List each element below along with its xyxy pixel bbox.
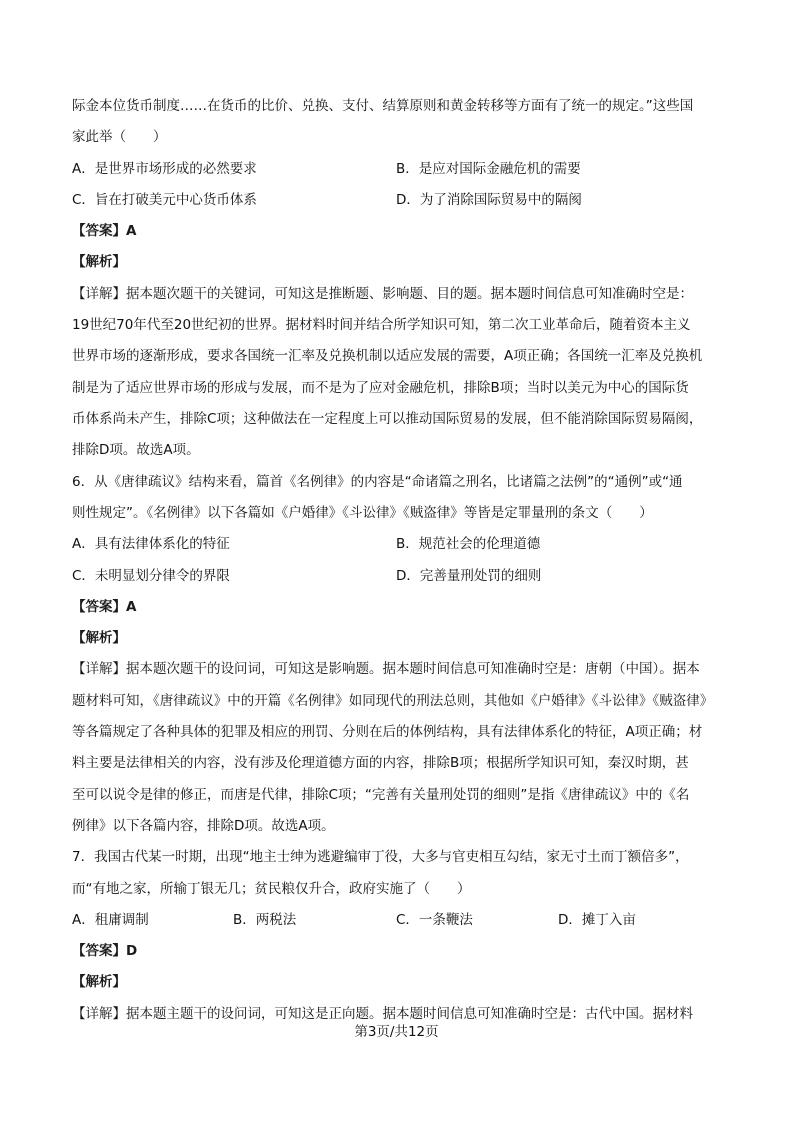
q5-option-d: D．为了消除国际贸易中的隔阂	[396, 192, 582, 208]
q6-detail-line: 料主要是法律相关的内容，没有涉及伦理道德方面的内容，排除B项；根据所学知识可知，秦汉时期，甚	[72, 755, 689, 771]
q6-detail-line: 【详解】据本题次题干的设问词，可知这是影响题。据本题时间信息可知准确时空是：唐朝（中国）。据本	[72, 661, 700, 677]
q6-answer: 【答案】A	[72, 599, 137, 615]
q5-option-b: B．是应对国际金融危机的需要	[396, 161, 581, 177]
q5-detail-line: 制是为了适应世界市场的形成与发展，而不是为了应对金融危机，排除B项；当时以美元为中心的国际货	[72, 380, 689, 396]
q6-detail-line: 至可以说令是律的修正，而唐是代律，排除C项；“完善有关量刑处罚的细则”是指《唐律疏议》中的《名	[72, 787, 690, 803]
q5-stem-line: 家此举（ ）	[72, 129, 167, 145]
q6-option-b: B．规范社会的伦理道德	[396, 536, 541, 552]
q7-answer: 【答案】D	[72, 943, 138, 959]
q5-option-c: C．旨在打破美元中心货币体系	[72, 192, 257, 208]
q7-stem-line: 而“有地之家，所输丁银无几；贫民粮仅升合，政府实施了（ ）	[72, 881, 471, 897]
q7-analysis-label: 【解析】	[72, 974, 126, 990]
q5-detail-line: 19世纪70年代至20世纪初的世界。据材料时间并结合所学知识可知，第二次工业革命后，随着资本主义	[72, 317, 691, 333]
page-number-footer: 第3页/共12页	[354, 1024, 439, 1040]
q6-stem-line: 6．从《唐律疏议》结构来看，篇首《名例律》的内容是“命诸篇之刑名，比诸篇之法例”的“通例”或“通	[72, 474, 683, 490]
q5-detail-line: 世界市场的逐渐形成，要求各国统一汇率及兑换机制以适应发展的需要，A项正确；各国统一汇率及兑换机	[72, 348, 703, 364]
q7-stem-line: 7．我国古代某一时期，出现“地主士绅为逃避编审丁役，大多与官吏相互勾结，家无寸土而丁额倍多”，	[72, 849, 689, 865]
q6-option-a: A．具有法律体系化的特征	[72, 536, 230, 552]
q5-answer: 【答案】A	[72, 223, 137, 239]
q5-detail-line: 排除D项。故选A项。	[72, 442, 200, 458]
q6-detail-line: 题材料可知，《唐律疏议》中的开篇《名例律》如同现代的刑法总则，其他如《户婚律》《斗讼律》《贼盗律》	[72, 693, 714, 709]
q6-option-d: D．完善量刑处罚的细则	[396, 568, 542, 584]
q7-option-d: D．摊丁入亩	[558, 912, 636, 928]
q7-detail-line: 【详解】据本题主题干的设问词，可知这是正向题。据本题时间信息可知准确时空是：古代中国。据材料	[72, 1006, 693, 1022]
q5-analysis-label: 【解析】	[72, 254, 126, 270]
q7-option-c: C．一条鞭法	[396, 912, 473, 928]
q6-stem-line: 则性规定”。《名例律》以下各篇如《户婚律》《斗讼律》《贼盗律》等皆是定罪量刑的条文（ ）	[72, 505, 653, 521]
q5-detail-line: 币体系尚未产生，排除C项；这种做法在一定程度上可以推动国际贸易的发展，但不能消除国际贸易隔阂，	[72, 411, 703, 427]
q7-option-a: A．租庸调制	[72, 912, 149, 928]
q5-option-a: A．是世界市场形成的必然要求	[72, 161, 257, 177]
q7-option-b: B．两税法	[233, 912, 297, 928]
q6-detail-line: 等各篇规定了各种具体的犯罪及相应的刑罚、分则在后的体例结构，具有法律体系化的特征，A项正确；材	[72, 724, 703, 740]
q6-option-c: C．未明显划分律令的界限	[72, 568, 230, 584]
q5-stem-line: 际金本位货币制度……在货币的比价、兑换、支付、结算原则和黄金转移等方面有了统一的规定。”这些国	[72, 98, 694, 114]
q6-detail-line: 例律》以下各篇内容，排除D项。故选A项。	[72, 818, 335, 834]
q6-analysis-label: 【解析】	[72, 630, 126, 646]
q5-detail-line: 【详解】据本题次题干的关键词，可知这是推断题、影响题、目的题。据本题时间信息可知准确时空是：	[72, 286, 693, 302]
